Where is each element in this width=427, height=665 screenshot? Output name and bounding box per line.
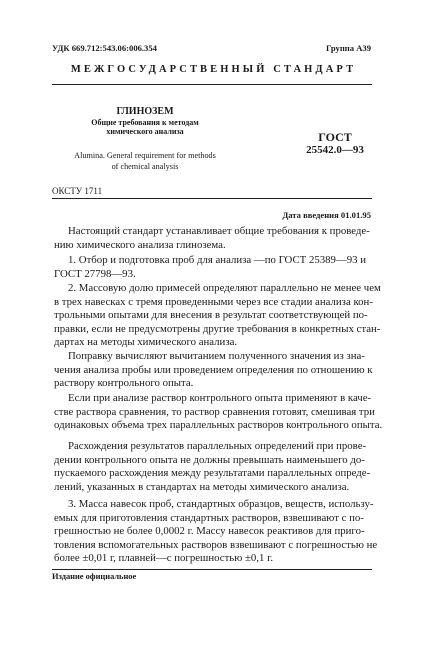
title-sub-2: химического анализа [106,127,184,136]
title-en-2: of chemical analysis [111,162,179,171]
gost-number: 25542.0—93 [306,144,364,156]
effective-date: Дата введения 01.01.95 [282,210,371,220]
text-line: 2. Массовую долю примесей определяют параллельно не менее чем [68,282,381,294]
text-line: раствору контрольного опыта. [54,377,194,390]
standard-banner: МЕЖГОСУДАРСТВЕННЫЙ СТАНДАРТ [70,64,357,75]
title-sub-1: Общие требования к методам [91,118,199,127]
paragraph-reference-solution [54,392,383,433]
text-line: 1. Отбор и подготовка проб для анализа —по ГОСТ 25389—93 и [68,254,367,266]
paragraph-3 [54,498,378,566]
paragraph-2 [54,282,381,350]
text-line: Если при анализе раствор контрольного опыта применяют в каче- [68,392,372,404]
title-main: ГЛИНОЗЕМ [116,106,174,117]
text-line: нию химического анализа глинозема. [54,238,226,251]
paragraph-1 [54,254,372,281]
banner-underline [52,84,372,85]
text-line: Расхождения результатов параллельных определений при прове- [68,440,367,452]
okstu-code: ОКСТУ 1711 [52,186,103,196]
udk-code: УДК 669.712:543.06:006.354 [52,43,157,53]
gost-label: ГОСТ [318,130,352,144]
title-en-1: Alumina. General requirement for methods [74,151,216,160]
text-line: более ±0,01 г, плавней—с погрешностью ±0,1 г. [54,552,274,565]
okstu-rule [52,198,372,199]
text-line: Поправку вычисляют вычитанием полученного значения из зна- [68,350,365,362]
text-line: емых для приготовления стандартных растворов, взвешивают с по- [54,511,364,524]
text-line: Настоящий стандарт устанавливает общие требования к проведе- [68,225,370,237]
text-line: дении контрольного опыта не должны превышать наименьшего до- [54,453,365,466]
text-line: стве раствора сравнения, то раствор сравнения готовят, смешивая три [54,405,375,418]
text-line: пускаемого расхождения между результатами параллельных опреде- [54,467,371,480]
paragraph-intro [54,225,372,252]
text-line: чения анализа пробы или проведением определения по отношению к [54,363,373,376]
text-line: товления вспомогательных растворов взвешивают с погрешностью не [54,538,378,551]
paragraph-correction [54,350,372,391]
text-line: одинаковых объема трех параллельных растворов контрольного опыта. [54,419,383,432]
text-line: в трех навесках с тремя проведенными через все стадии анализа кон- [54,295,373,308]
group-code: Группа А39 [325,43,371,53]
text-line: правки, если не предусмотрены другие требования в конкретных стан- [54,322,381,335]
text-line: трольными опытами для внесения в результат соответствующей по- [54,309,368,322]
footer-rule [52,569,372,570]
text-line: грешностью не более 0,0002 г. Массу навесок реактивов для приго- [54,525,365,538]
official-edition-label: Издание официальное [52,572,137,581]
text-line: ГОСТ 27798—93. [54,267,136,280]
text-line: 3. Масса навесок проб, стандартных образцов, веществ, использу- [68,498,374,510]
paragraph-discrepancy [54,440,372,494]
text-line: дартах на методы химического анализа. [54,336,238,349]
text-line: лений, указанных в стандартах на методы химического анализа. [54,480,350,493]
